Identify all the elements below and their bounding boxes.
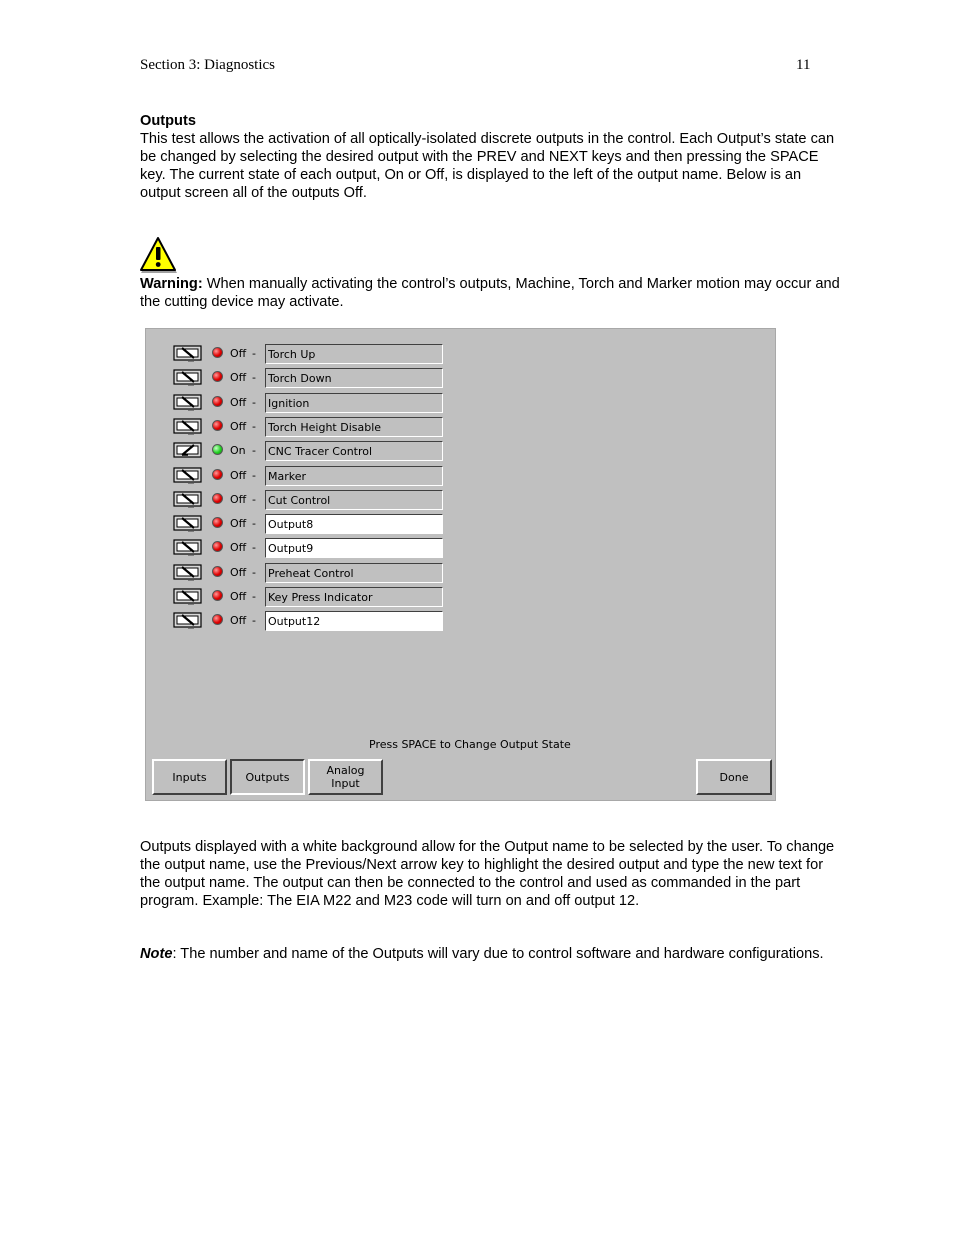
toggle-switch-icon[interactable] [173,539,203,556]
output-row[interactable] [146,393,777,413]
toggle-switch-icon[interactable] [173,515,203,532]
toggle-switch-icon[interactable] [173,564,203,581]
output-name-field[interactable]: Output12 [265,611,443,631]
output-state: Off [230,468,247,482]
press-space-hint: Press SPACE to Change Output State [369,738,571,751]
status-led-icon [212,517,223,528]
warning-triangle-icon [138,236,178,274]
outputs-screen [145,328,776,801]
output-state: Off [230,614,247,628]
status-led-icon [212,371,223,382]
warning-label: Warning: [140,276,203,292]
output-row[interactable] [146,417,777,437]
intro-paragraph: This test allows the activation of all optically-isolated discrete outputs in the control. Each Output’s state can be changed by selecting the desired output with the PREV and NEXT keys and then pressing the SPACE key. The current state of each output, On or Off, is displayed to the left of the output name. Below is an output screen all of the outputs Off. [140,131,835,201]
output-state: Off [230,541,247,555]
toggle-switch-icon[interactable] [173,467,203,484]
separator: - [252,468,256,482]
output-state: Off [230,395,247,409]
output-row[interactable] [146,514,777,534]
output-name-field: CNC Tracer Control [265,441,443,461]
output-state: Off [230,565,247,579]
toggle-switch-icon[interactable] [173,418,203,435]
toggle-switch-icon[interactable] [173,369,203,386]
status-led-icon [212,590,223,601]
output-row[interactable] [146,368,777,388]
output-state: Off [230,492,247,506]
status-led-icon [212,396,223,407]
status-led-icon [212,469,223,480]
outputs-button[interactable]: Outputs [230,759,305,795]
output-row[interactable] [146,490,777,510]
warning-paragraph [140,275,845,311]
output-name-field: Marker [265,466,443,486]
output-state: Off [230,371,247,385]
status-led-icon [212,420,223,431]
output-row[interactable] [146,466,777,486]
page-number: 11 [796,57,811,73]
done-button[interactable]: Done [696,759,772,795]
analog-input-button[interactable]: Analog Input [308,759,383,795]
status-led-icon [212,614,223,625]
separator: - [252,395,256,409]
note-label: Note [140,946,173,962]
separator: - [252,444,256,458]
output-state: Off [230,419,247,433]
separator: - [252,371,256,385]
output-name-field: Preheat Control [265,563,443,583]
output-name-field: Key Press Indicator [265,587,443,607]
note-text: : The number and name of the Outputs will vary due to control software and hardware configurations. [172,946,824,962]
output-row[interactable] [146,344,777,364]
separator: - [252,614,256,628]
status-led-icon [212,347,223,358]
output-name-field: Torch Height Disable [265,417,443,437]
toggle-switch-icon[interactable] [173,394,203,411]
warning-text: When manually activating the control’s outputs, Machine, Torch and Marker motion may occur and the cutting device may activate. [140,276,840,310]
output-row[interactable] [146,587,777,607]
separator: - [252,492,256,506]
status-led-icon [212,566,223,577]
separator: - [252,565,256,579]
section-title: Outputs [140,113,196,129]
separator: - [252,517,256,531]
separator: - [252,347,256,360]
toggle-switch-icon[interactable] [173,442,203,459]
output-row[interactable] [146,611,777,631]
output-state: Off [230,590,247,603]
output-name-field: Torch Down [265,368,443,388]
output-state: On [230,444,246,458]
status-led-icon [212,541,223,552]
output-name-field: Cut Control [265,490,443,510]
separator: - [252,590,256,603]
toggle-switch-icon[interactable] [173,491,203,508]
toggle-switch-icon[interactable] [173,345,203,362]
output-state: Off [230,347,247,360]
separator: - [252,541,256,555]
output-name-paragraph: Outputs displayed with a white background allow for the Output name to be selected by the user. To change the output name, use the Previous/Next arrow key to highlight the desired output and type the new text for the output name. The output can then be connected to the control and used as commanded in the part program. Example: The EIA M22 and M23 code will turn on and off output 12. [140,839,835,909]
output-name-field[interactable]: Output9 [265,538,443,558]
output-name-field: Ignition [265,393,443,413]
status-led-icon [212,444,223,455]
output-row[interactable] [146,538,777,558]
output-name-field[interactable]: Output8 [265,514,443,534]
inputs-button[interactable]: Inputs [152,759,227,795]
toggle-switch-icon[interactable] [173,612,203,629]
status-led-icon [212,493,223,504]
separator: - [252,419,256,433]
page-header-section: Section 3: Diagnostics [140,57,275,73]
toggle-switch-icon[interactable] [173,588,203,605]
output-state: Off [230,517,247,531]
output-row[interactable] [146,441,777,461]
note-paragraph [140,945,845,963]
output-name-field: Torch Up [265,344,443,364]
output-row[interactable] [146,563,777,583]
